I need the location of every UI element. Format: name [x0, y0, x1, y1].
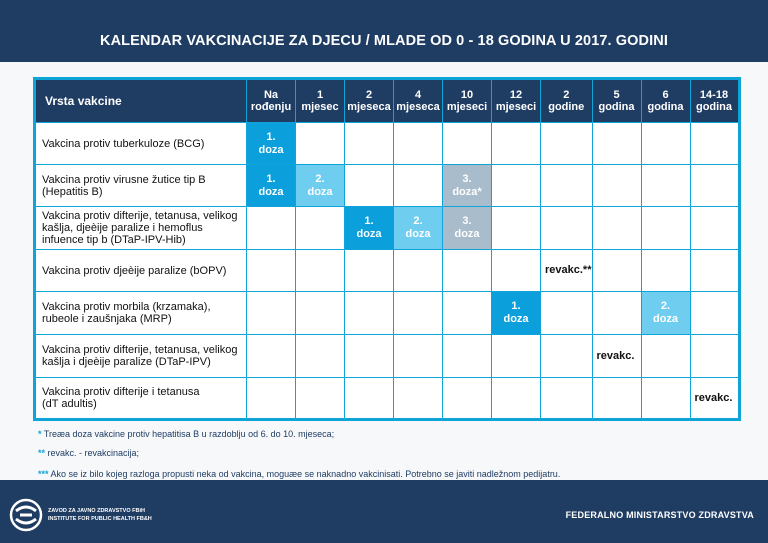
empty-cell	[641, 378, 690, 420]
dose-cell: 3. doza	[443, 207, 492, 250]
empty-cell	[345, 165, 394, 207]
age-column-header: 10 mjeseci	[443, 79, 492, 123]
dose-cell: 1. doza	[345, 207, 394, 250]
empty-cell	[394, 123, 443, 165]
empty-cell	[541, 207, 593, 250]
table-row	[35, 292, 740, 335]
empty-cell	[641, 123, 690, 165]
empty-cell	[443, 250, 492, 292]
empty-cell	[690, 123, 739, 165]
empty-cell	[641, 335, 690, 378]
empty-cell	[247, 207, 296, 250]
empty-cell	[345, 378, 394, 420]
dose-cell: 2. doza	[394, 207, 443, 250]
age-column-header: 5 godina	[592, 79, 641, 123]
empty-cell	[541, 165, 593, 207]
vaccine-name: Vakcina protiv difterije, tetanusa, velikog kašlja, djeèije paralize i hemoflus infuence tip b (DTaP-IPV-Hib)	[35, 207, 247, 250]
empty-cell	[541, 335, 593, 378]
vaccine-name: Vakcina protiv difterije, tetanusa, velikog kašlja i djeèije paralize (DTaP-IPV)	[35, 335, 247, 378]
empty-cell	[443, 292, 492, 335]
empty-cell	[690, 165, 739, 207]
empty-cell	[690, 207, 739, 250]
vaccine-column-header: Vrsta vakcine	[35, 79, 247, 123]
empty-cell	[394, 165, 443, 207]
table-header-row	[35, 79, 740, 123]
empty-cell	[592, 292, 641, 335]
dose-cell: 2. doza	[641, 292, 690, 335]
vaccination-schedule-table	[33, 77, 741, 421]
empty-cell	[296, 335, 345, 378]
age-column-header: 4 mjeseca	[394, 79, 443, 123]
dose-cell: 1. doza	[247, 123, 296, 165]
empty-cell	[345, 123, 394, 165]
empty-cell	[345, 292, 394, 335]
vaccine-name: Vakcina protiv tuberkuloze (BCG)	[35, 123, 247, 165]
empty-cell	[247, 378, 296, 420]
revaccination-cell: revakc.	[690, 378, 739, 420]
empty-cell	[247, 250, 296, 292]
empty-cell	[247, 292, 296, 335]
empty-cell	[492, 335, 541, 378]
empty-cell	[394, 292, 443, 335]
vaccine-name: Vakcina protiv virusne žutice tip B (Hepatitis B)	[35, 165, 247, 207]
vaccine-name: Vakcina protiv djeèije paralize (bOPV)	[35, 250, 247, 292]
vaccine-name: Vakcina protiv morbila (krzamaka), rubeole i zaušnjaka (MRP)	[35, 292, 247, 335]
age-column-header: 14-18 godina	[690, 79, 739, 123]
empty-cell	[492, 165, 541, 207]
institute-name: ZAVOD ZA JAVNO ZDRAVSTVO FBiH INSTITUTE FOR PUBLIC HEALTH FB&H	[48, 508, 152, 522]
table-row	[35, 335, 740, 378]
empty-cell	[592, 123, 641, 165]
age-column-header: 12 mjeseci	[492, 79, 541, 123]
empty-cell	[296, 207, 345, 250]
empty-cell	[592, 250, 641, 292]
dose-cell: 1. doza	[247, 165, 296, 207]
empty-cell	[690, 335, 739, 378]
empty-cell	[641, 165, 690, 207]
empty-cell	[592, 165, 641, 207]
table-row	[35, 165, 740, 207]
header-bar	[0, 0, 768, 62]
table-row	[35, 207, 740, 250]
dose-cell: 3. doza*	[443, 165, 492, 207]
revaccination-cell: revakc.**	[541, 250, 593, 292]
dose-cell: 1. doza	[492, 292, 541, 335]
empty-cell	[592, 378, 641, 420]
empty-cell	[394, 378, 443, 420]
empty-cell	[492, 250, 541, 292]
table-row	[35, 378, 740, 420]
empty-cell	[296, 292, 345, 335]
empty-cell	[247, 335, 296, 378]
empty-cell	[492, 123, 541, 165]
revaccination-cell: revakc.	[592, 335, 641, 378]
empty-cell	[296, 378, 345, 420]
empty-cell	[443, 335, 492, 378]
table-row	[35, 123, 740, 165]
empty-cell	[690, 250, 739, 292]
age-column-header: 2 mjeseca	[345, 79, 394, 123]
footnote-2: ** revakc. - revakcinacija;	[38, 448, 140, 458]
empty-cell	[641, 207, 690, 250]
empty-cell	[345, 335, 394, 378]
institute-logo-icon	[9, 498, 43, 532]
empty-cell	[296, 250, 345, 292]
empty-cell	[345, 250, 394, 292]
dose-cell: 2. doza	[296, 165, 345, 207]
empty-cell	[492, 207, 541, 250]
empty-cell	[443, 378, 492, 420]
footnote-3: *** Ako se iz bilo kojeg razloga propusti neka od vakcina, moguæe se naknadno vakcinisati. Potrebno se javiti nadležnom pedijatru.	[38, 469, 561, 479]
empty-cell	[541, 123, 593, 165]
ministry-name: FEDERALNO MINISTARSTVO ZDRAVSTVA	[565, 510, 754, 520]
empty-cell	[394, 335, 443, 378]
empty-cell	[592, 207, 641, 250]
empty-cell	[641, 250, 690, 292]
table-row	[35, 250, 740, 292]
empty-cell	[492, 378, 541, 420]
empty-cell	[394, 250, 443, 292]
vaccine-name: Vakcina protiv difterije i tetanusa (dT adultis)	[35, 378, 247, 420]
empty-cell	[296, 123, 345, 165]
age-column-header: 2 godine	[541, 79, 593, 123]
empty-cell	[541, 292, 593, 335]
empty-cell	[690, 292, 739, 335]
age-column-header: 1 mjesec	[296, 79, 345, 123]
empty-cell	[541, 378, 593, 420]
page-title: KALENDAR VAKCINACIJE ZA DJECU / MLADE OD 0 - 18 GODINA U 2017. GODINI	[100, 33, 668, 49]
empty-cell	[443, 123, 492, 165]
footnote-1: * Treæa doza vakcine protiv hepatitisa B u razdoblju od 6. do 10. mjeseca;	[38, 429, 335, 439]
age-column-header: Na rođenju	[247, 79, 296, 123]
footer-bar	[0, 480, 768, 543]
age-column-header: 6 godina	[641, 79, 690, 123]
